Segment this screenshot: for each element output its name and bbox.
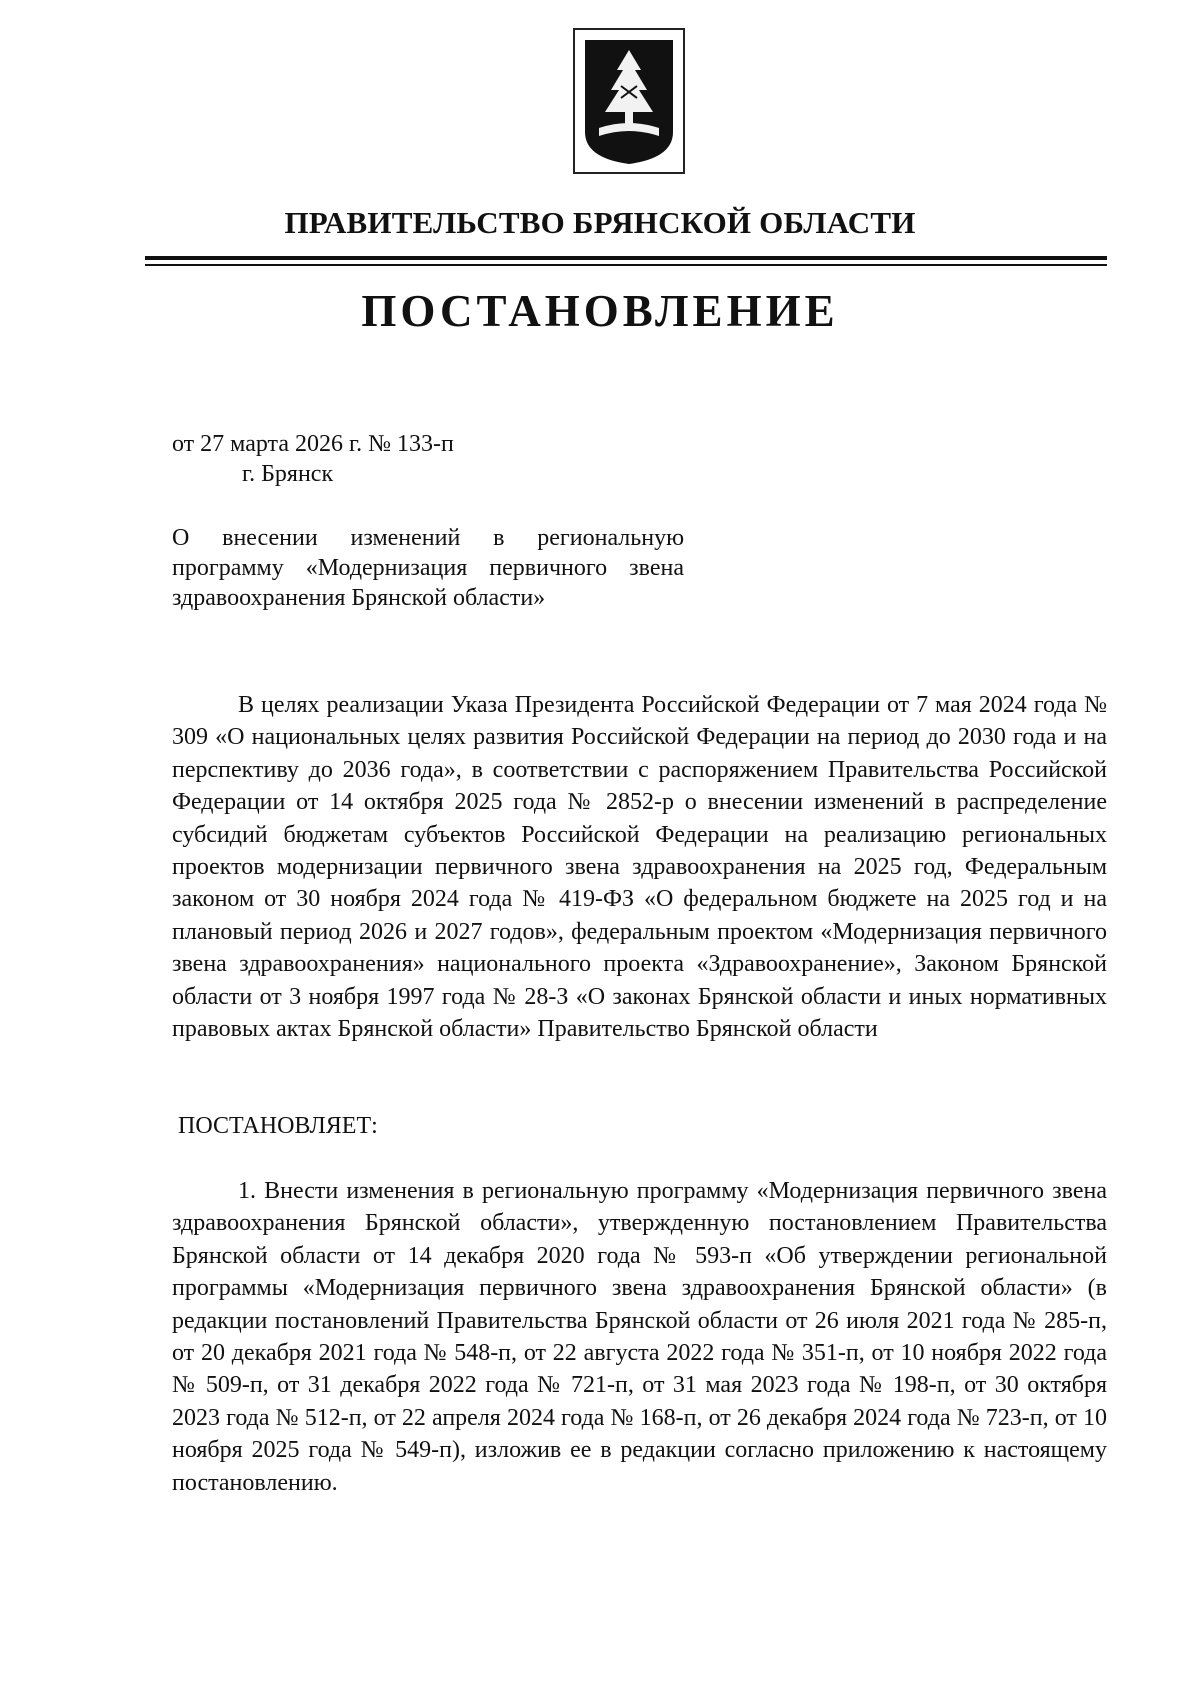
- coat-of-arms-icon: [581, 36, 677, 166]
- coat-of-arms-emblem: [573, 28, 685, 174]
- city: г. Брянск: [242, 461, 334, 487]
- document-subject: О внесении изменений в региональную программу «Модернизация первичного звена здравоохранения Брянской области»: [172, 525, 684, 611]
- header-divider-thin: [145, 264, 1107, 266]
- date-and-number: от 27 марта 2026 г. № 133-п: [172, 431, 454, 457]
- decree-word: ПОСТАНОВЛЯЕТ:: [178, 1113, 378, 1139]
- header-divider-thick: [145, 256, 1107, 260]
- document-type-title: ПОСТАНОВЛЕНИЕ: [361, 286, 839, 336]
- item-1-paragraph: 1. Внести изменения в региональную программу «Модернизация первичного звена здравоохранения Брянской области», утвержденную постановлением Правительства Брянской области от 14 декабря 2020 года № 593-п «Об утверждении региональной программы «Модернизация первичного звена здравоохранения Брянской области» (в редакции постановлений Правительства Брянской области от 26 июля 2021 года № 285-п, от 20 декабря 2021 года № 548-п, от 22 августа 2022 года № 351-п, от 10 ноября 2022 года № 509-п, от 31 декабря 2022 года № 721-п, от 31 мая 2023 года № 198-п, от 30 октября 2023 года № 512-п, от 22 апреля 2024 года № 168-п, от 26 декабря 2024 года № 723-п, от 10 ноября 2025 года № 549-п), изложив ее в редакции согласно приложению к настоящему постановлению.: [172, 1178, 1107, 1496]
- preamble-paragraph: В целях реализации Указа Президента Российской Федерации от 7 мая 2024 года № 309 «О национальных целях развития Российской Федерации на период до 2030 года и на перспективу до 2036 года», в соответствии с распоряжением Правительства Российской Федерации от 14 октября 2025 года № 2852-р о внесении изменений в распределение субсидий бюджетам субъектов Российской Федерации на реализацию региональных проектов модернизации первичного звена здравоохранения на 2025 год, Федеральным законом от 30 ноября 2024 года № 419-ФЗ «О федеральном бюджете на 2025 год и на плановый период 2026 и 2027 годов», федеральным проектом «Модернизация первичного звена здравоохранения» национального проекта «Здравоохранение», Законом Брянской области от 3 ноября 1997 года № 28-З «О законах Брянской области и иных нормативных правовых актах Брянской области» Правительство Брянской области: [172, 692, 1107, 1043]
- government-name: ПРАВИТЕЛЬСТВО БРЯНСКОЙ ОБЛАСТИ: [284, 205, 916, 240]
